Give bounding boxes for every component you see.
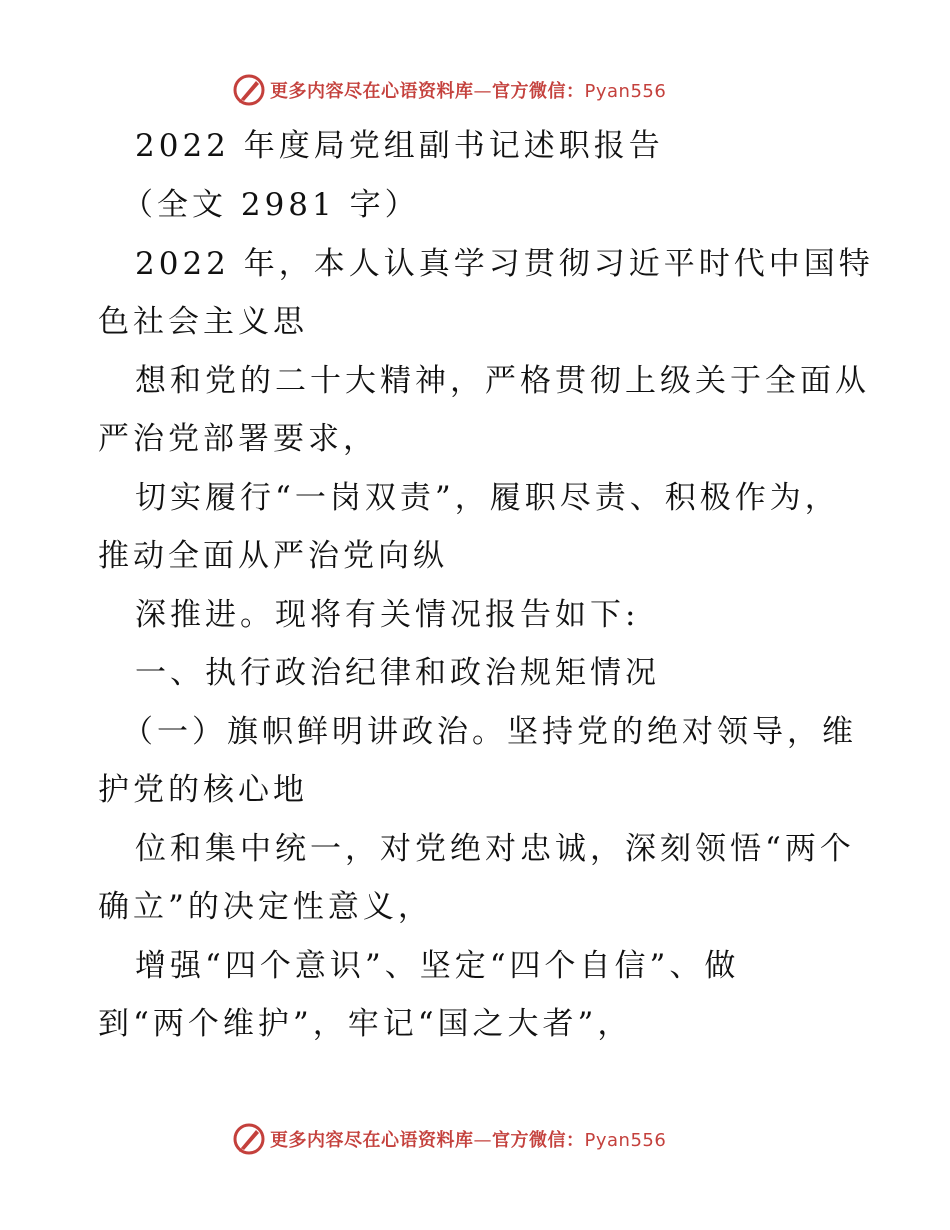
- watermark-dash: —: [473, 81, 492, 102]
- paragraph-line: 到“两个维护”，牢记“国之大者”，: [98, 1006, 633, 1042]
- watermark-footer: [232, 1121, 666, 1157]
- watermark-wechat-id: Pyan556: [584, 81, 667, 102]
- paragraph-line: 推动全面从严治党向纵: [98, 538, 448, 574]
- paragraph-line: 2022 年，本人认真学习贯彻习近平时代中国特: [135, 246, 874, 282]
- watermark-tail: 官方微信：: [492, 1130, 585, 1151]
- watermark-dash: —: [473, 1130, 492, 1151]
- word-count-note: （全文 2981 字）: [122, 187, 420, 223]
- document-title: 2022 年度局党组副书记述职报告: [135, 128, 664, 164]
- paragraph-line: 确立”的决定性意义，: [98, 889, 433, 925]
- paragraph-line: 切实履行“一岗双责”，履职尽责、积极作为，: [135, 480, 840, 516]
- section-heading: 一、执行政治纪律和政治规矩情况: [135, 655, 660, 691]
- paragraph-line: 增强“四个意识”、坚定“四个自信”、做: [135, 948, 740, 984]
- watermark-header: [232, 72, 666, 108]
- paragraph-line: 严治党部署要求，: [98, 421, 378, 457]
- paragraph-line: 想和党的二十大精神，严格贯彻上级关于全面从: [135, 363, 870, 399]
- subsection-heading: （一）旗帜鲜明讲政治。坚持党的绝对领导，维: [122, 714, 857, 750]
- paragraph-line: 深推进。现将有关情况报告如下:: [135, 597, 640, 633]
- paragraph-line: 护党的核心地: [98, 772, 308, 808]
- watermark-text: 更多内容尽在心语资料库: [270, 1130, 474, 1151]
- quill-logo-icon: [232, 1122, 266, 1156]
- paragraph-line: 色社会主义思: [98, 304, 308, 340]
- watermark-wechat-id: Pyan556: [584, 1130, 667, 1151]
- watermark-tail: 官方微信：: [492, 81, 585, 102]
- paragraph-line: 位和集中统一，对党绝对忠诚，深刻领悟“两个: [135, 831, 855, 867]
- quill-logo-icon: [232, 73, 266, 107]
- watermark-text: 更多内容尽在心语资料库: [270, 81, 474, 102]
